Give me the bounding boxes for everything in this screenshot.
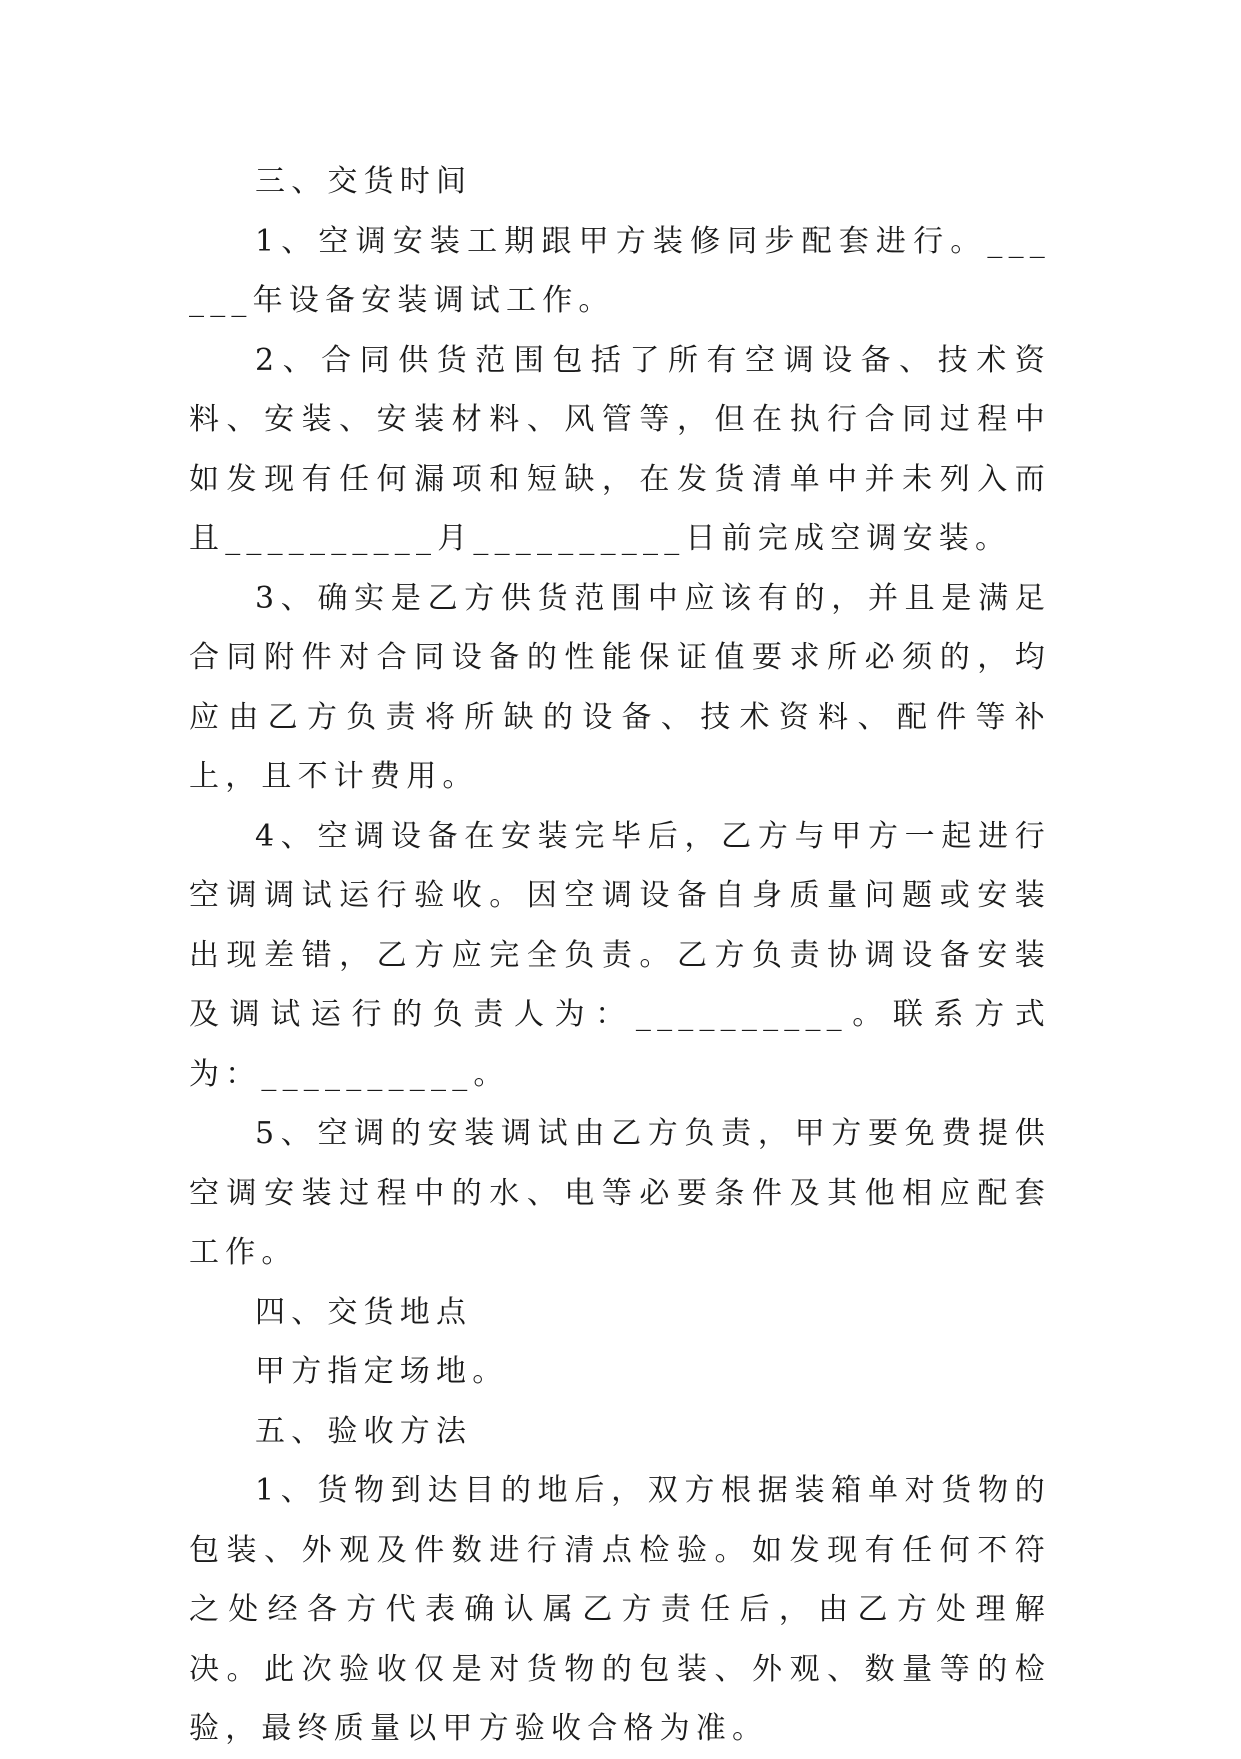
section-heading-delivery-time: 三、交货时间 (255, 164, 473, 199)
paragraph-supply-scope: 2、合同供货范围包括了所有空调设备、技术资料、安装、安装材料、风管等，但在执行合同过程中如发现有任何漏项和短缺，在发货清单中并未列入而且__________月__________日前完成空调安装。 (189, 342, 1051, 556)
paragraph-acceptance-inspection: 1、货物到达目的地后，双方根据装箱单对货物的包装、外观及件数进行清点检验。如发现有任何不符之处经各方代表确认属乙方责任后，由乙方处理解决。此次验收仅是对货物的包装、外观、数量等的检验，最终质量以甲方验收合格为准。 (189, 1473, 1051, 1746)
paragraph-install-conditions: 5、空调的安装调试由乙方负责，甲方要免费提供空调安装过程中的水、电等必要条件及其他相应配套工作。 (189, 1116, 1051, 1270)
paragraph-missing-items: 3、确实是乙方供货范围中应该有的，并且是满足合同附件对合同设备的性能保证值要求所必须的，均应由乙方负责将所缺的设备、技术资料、配件等补上，且不计费用。 (189, 580, 1051, 794)
section-heading-delivery-place: 四、交货地点 (255, 1294, 473, 1330)
section-heading-acceptance-method: 五、验收方法 (255, 1413, 473, 1449)
paragraph-install-schedule: 1、空调安装工期跟甲方装修同步配套进行。______年设备安装调试工作。 (189, 223, 1051, 318)
document-body (189, 152, 1051, 1759)
paragraph-delivery-place: 甲方指定场地。 (255, 1354, 509, 1389)
paragraph-commissioning: 4、空调设备在安装完毕后，乙方与甲方一起进行空调调试运行验收。因空调设备自身质量问题或安装出现差错，乙方应完全负责。乙方负责协调设备安装及调试运行的负责人为：__________。联系方式为：__________。 (189, 818, 1051, 1092)
